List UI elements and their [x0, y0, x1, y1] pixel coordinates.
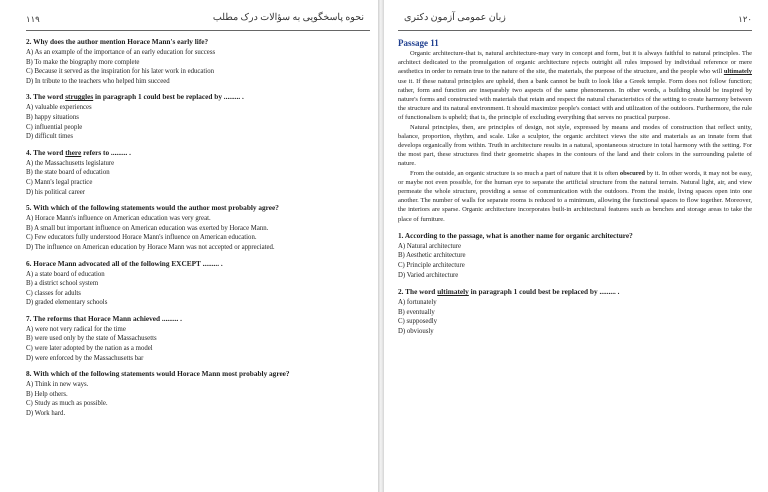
question-stem: 1. According to the passage, what is another name for organic architecture? — [398, 230, 633, 240]
passage-paragraph-1 — [398, 49, 752, 123]
option: D) were enforced by the Massachusetts bar — [26, 354, 144, 362]
question-2 — [398, 287, 752, 336]
right-page-header — [398, 4, 752, 31]
header-title: نحوه پاسخگویی به سؤالات درک مطلب — [212, 13, 364, 23]
option: D) Work hard. — [26, 410, 66, 418]
option: D) Varied architecture — [398, 271, 459, 279]
left-page-header — [26, 4, 370, 31]
question-stem: 5. With which of the following statements would the author most probably agree? — [26, 203, 279, 213]
option: B) To make the biography more complete — [26, 58, 140, 66]
option: B) eventually — [398, 308, 435, 316]
option: B) Aesthetic architecture — [398, 252, 466, 260]
paragraph-text: Organic architecture-that is, natural architecture-may vary in concept and form, but it is always faithful to natural principles. The architect dedicated to the promulgation of organic architecture rejects outright all rules imposed by individual reference or mere aesthetics in order to remain true to the nature of the site, the materials, the purpose of the structure, and the people who will — [398, 50, 752, 76]
option: C) Mann's legal practice — [26, 178, 93, 186]
paragraph-text: by it. In other words, it may not be easy, or maybe not even possible, for the human eye to separate the artificial structure from the natural terrain. Natural light, air, and view permeate the whole structure, providing a sense of communication with the outdoors. From the inside, living spaces open into one another. The number of walls for separate rooms is reduced to a minimum, allowing the functional spaces to flow together. Moreover, the interiors are sparse. Organic architecture incorporates built-in architectural features such as benches and storage areas to take the place of furniture. — [398, 169, 752, 223]
question-stem — [398, 287, 752, 297]
question-4 — [26, 148, 370, 197]
page-number: ۱۲۰ — [738, 14, 752, 24]
paragraph-text: Natural principles, then, are principles of design, not style, expressed by means and modes of construction that reflect unity, balance, proportion, rhythm, and scale. Like a sculptor, the organic architect views the site and materials as an innate form that develops organically from within. Truth in architecture results in a natural, spontaneous structure in total harmony with the setting. For the most part, these structures find their geometric shapes in the contours of the land and their colors in the surrounding palette of nature. — [398, 123, 752, 168]
passage-paragraph-3 — [398, 169, 752, 224]
question-6 — [26, 259, 370, 308]
option: B) A small but important influence on American education was exerted by Horace Mann. — [26, 224, 269, 232]
option: B) happy situations — [26, 113, 79, 121]
stem-text: 4. The word — [26, 147, 66, 157]
right-page — [384, 0, 768, 492]
question-3 — [26, 92, 370, 141]
key-word: ultimately — [723, 68, 752, 76]
question-stem — [26, 148, 370, 158]
key-word: obscured — [619, 169, 645, 177]
stem-text: refers to ......... . — [81, 147, 131, 157]
option: C) Principle architecture — [398, 262, 465, 270]
stem-text: in paragraph 1 could best be replaced by ......... . — [468, 287, 620, 297]
target-word: ultimately — [437, 287, 469, 297]
target-word: struggles — [65, 92, 94, 102]
option: D) obviously — [398, 328, 434, 336]
stem-text: in paragraph 1 could best be replaced by ......... . — [93, 92, 244, 102]
question-stem: 8. With which of the following statements would Horace Mann most probably agree? — [26, 369, 290, 379]
option: A) were not very radical for the time — [26, 325, 126, 333]
paragraph-text: use it. If these natural principles are upheld, then a bank cannot be built to look like a Greek temple. Form does not follow function; rather, form and function are inseparably two aspects of the same phenomenon. In other words, a building should be inspired by nature's forms and constructed with materials that retain and respect the natural characteristics of the setting to create harmony between the structure and its natural environment. It should maximize people's contact with and utilization of the outdoors. Furthermore, the rule of functionalism is upheld; that is, the principle of excluding everything that serves no practical purpose. — [398, 77, 752, 122]
passage-paragraph-2 — [398, 123, 752, 169]
header-title: زبان عمومی آزمون دکتری — [404, 13, 506, 23]
option: B) the state board of education — [26, 169, 110, 177]
option: C) Few educators fully understood Horace Mann's influence on American education. — [26, 234, 257, 242]
question-2 — [26, 37, 370, 86]
option: A) Natural architecture — [398, 242, 462, 250]
question-stem: 2. Why does the author mention Horace Mann's early life? — [26, 37, 209, 46]
question-stem: 6. Horace Mann advocated all of the following EXCEPT ......... . — [26, 258, 223, 268]
stem-text: 2. The word — [398, 287, 438, 297]
option: A) Think in new ways. — [26, 381, 89, 389]
question-1 — [398, 231, 752, 280]
option: A) fortunately — [398, 299, 437, 307]
left-page — [0, 0, 378, 492]
option: C) were later adopted by the nation as a model — [26, 345, 153, 353]
option: D) his political career — [26, 188, 86, 196]
option: A) Horace Mann's influence on American education was very great. — [26, 215, 211, 223]
option: C) Because it served as the inspiration for his later work in education — [26, 68, 214, 76]
option: B) were used only by the state of Massachusetts — [26, 335, 157, 343]
question-5 — [26, 203, 370, 252]
option: A) valuable experiences — [26, 104, 92, 112]
paragraph-text: From the outside, an organic structure is so much a part of nature that it is often — [410, 169, 620, 177]
option: D) difficult times — [26, 133, 74, 141]
option: D) graded elementary schools — [26, 299, 108, 307]
question-7 — [26, 314, 370, 363]
question-stem — [26, 92, 370, 102]
option: C) Study as much as possible. — [26, 400, 108, 408]
option: A) the Massachusetts legislature — [26, 159, 115, 167]
option: D) The influence on American education by Horace Mann was not accepted or appreciated. — [26, 243, 275, 251]
question-8 — [26, 369, 370, 418]
stem-text: 3. The word — [26, 92, 66, 102]
passage-title: Passage 11 — [398, 38, 439, 48]
option: C) influential people — [26, 123, 83, 131]
question-stem: 7. The reforms that Horace Mann achieved ......... . — [26, 313, 182, 323]
option: A) a state board of education — [26, 270, 105, 278]
option: A) As an example of the importance of an early education for success — [26, 49, 216, 56]
target-word: there — [65, 147, 82, 157]
option: B) Help others. — [26, 390, 68, 398]
option: B) a district school system — [26, 280, 99, 288]
page-number: ۱۱۹ — [26, 14, 40, 24]
option: D) In tribute to the teachers who helped him succeed — [26, 77, 170, 85]
option: C) supposedly — [398, 318, 438, 326]
option: C) classes for adults — [26, 289, 81, 297]
